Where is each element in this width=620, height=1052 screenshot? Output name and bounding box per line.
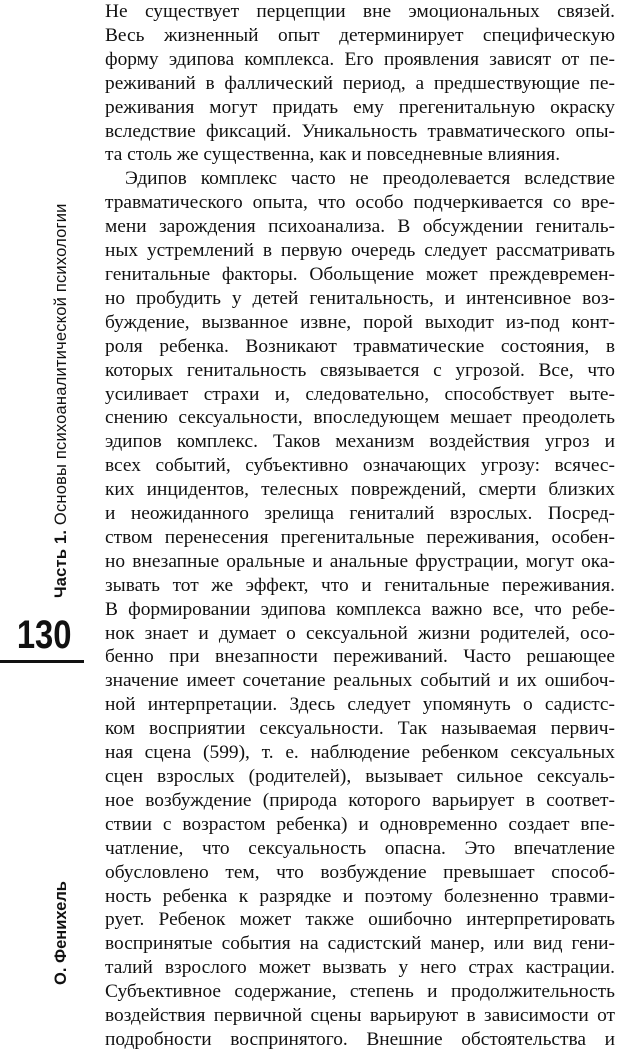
running-section-title (52, 203, 71, 598)
text-line: нок знает и думает о сексуальной жизни родителей, осо- (105, 622, 615, 644)
text-line: но внезапные оральные и анальные фрустрации, могут ока- (105, 550, 615, 572)
text-line: зывать тот же эффект, что и генитальные переживания. (105, 574, 615, 596)
text-line: Весь жизненный опыт детерминирует специфическую (105, 24, 615, 46)
text-line: всех событий, субъективно означающих угрозу: всячес- (105, 455, 615, 477)
text-line: но пробудить у детей генитальность, и интенсивное воз- (105, 287, 615, 309)
paragraph (105, 167, 615, 1052)
running-sidebar (0, 0, 95, 995)
text-line: ком восприятии сексуальности. Так называемая первич- (105, 718, 615, 740)
text-line: подробности воспринятого. Внешние обстоятельства и (105, 1028, 615, 1050)
running-author: О. Фенихель (52, 881, 70, 985)
text-line: усиливает страхи и, следовательно, способствует выте- (105, 383, 615, 405)
text-line: воспринятые события на садистский манер, или вид гени- (105, 933, 615, 955)
text-line: генитальные факторы. Обольщение может преждевремен- (105, 263, 615, 285)
text-line: ность ребенка к разрядке и поэтому болезненно травми- (105, 885, 615, 907)
text-line: и неожиданного зрелища гениталий взрослых. Посред- (105, 503, 615, 525)
section-label: Основы психоаналитической психологии (52, 203, 70, 526)
text-line: ная сцена (599), т. е. наблюдение ребенком сексуальных (105, 742, 615, 764)
text-line: ством перенесения прегенитальные переживания, особен- (105, 526, 615, 548)
text-line: вследствие фиксаций. Уникальность травматического опы- (105, 120, 615, 142)
text-line: травматического опыта, что особо подчеркивается со вре- (105, 192, 615, 214)
text-line: талий взрослого может вызвать у него страх кастрации. (105, 957, 615, 979)
text-line: Субъективное содержание, степень и продолжительность (105, 981, 615, 1003)
text-line: обусловлено тем, что возбуждение превышает способ- (105, 861, 615, 883)
text-line: снению сексуальности, впоследующем мешает преодолеть (105, 407, 615, 429)
text-line: рует. Ребенок может также ошибочно интерпретировать (105, 909, 615, 931)
text-line: мени зарождения психоанализа. В обсуждении гениталь- (105, 216, 615, 238)
body-text (105, 0, 615, 1052)
page-number-rule (0, 660, 84, 663)
page-number: 130 (16, 613, 72, 657)
text-line: чатление, что сексуальность опасна. Это впечатление (105, 837, 615, 859)
text-line: реживаний в фаллический период, а предшествующие пе- (105, 72, 615, 94)
text-line: ных устремлений в первую очередь следует рассматривать (105, 240, 615, 262)
text-line: форму эдипова комплекса. Его проявления зависят от пе- (105, 48, 615, 70)
text-line: ной интерпретации. Здесь следует упомянуть о садистс- (105, 694, 615, 716)
text-line: реживания могут придать ему прегенитальную окраску (105, 96, 615, 118)
text-line: В формировании эдипова комплекса важно все, что ребе- (105, 598, 615, 620)
text-line: сцен взрослых (родителей), вызывает сильное сексуаль- (105, 766, 615, 787)
text-line: Не существует перцепции вне эмоциональных связей. (105, 1, 615, 22)
text-line: буждение, вызванное извне, порой выходит из-под конт- (105, 311, 615, 333)
text-line: ствии с возрастом ребенка) и одновременно создает впе- (105, 813, 615, 835)
text-line: Эдипов комплекс часто не преодолевается вследствие (125, 168, 615, 190)
text-line: бенно при внезапности переживаний. Часто решающее (105, 646, 615, 668)
paragraph (105, 0, 615, 167)
text-line: ких инцидентов, телесных повреждений, смерти близких (105, 479, 615, 501)
text-line: ное возбуждение (природа которого варьирует в соответ- (105, 789, 615, 811)
text-line: которых генитальность связывается с угрозой. Все, что (105, 359, 615, 381)
text-line: роля ребенка. Возникают травматические состояния, в (105, 335, 615, 357)
text-line: эдипов комплекс. Таков механизм воздействия угроз и (105, 431, 615, 453)
text-line: та столь же существенна, как и повседневные влияния. (105, 144, 561, 166)
text-line: воздействия первичной сцены варьируют в зависимости от (105, 1005, 615, 1027)
part-label: Часть 1. (52, 529, 70, 598)
text-line: значение имеет сочетание реальных событий и их ошибоч- (105, 670, 615, 692)
